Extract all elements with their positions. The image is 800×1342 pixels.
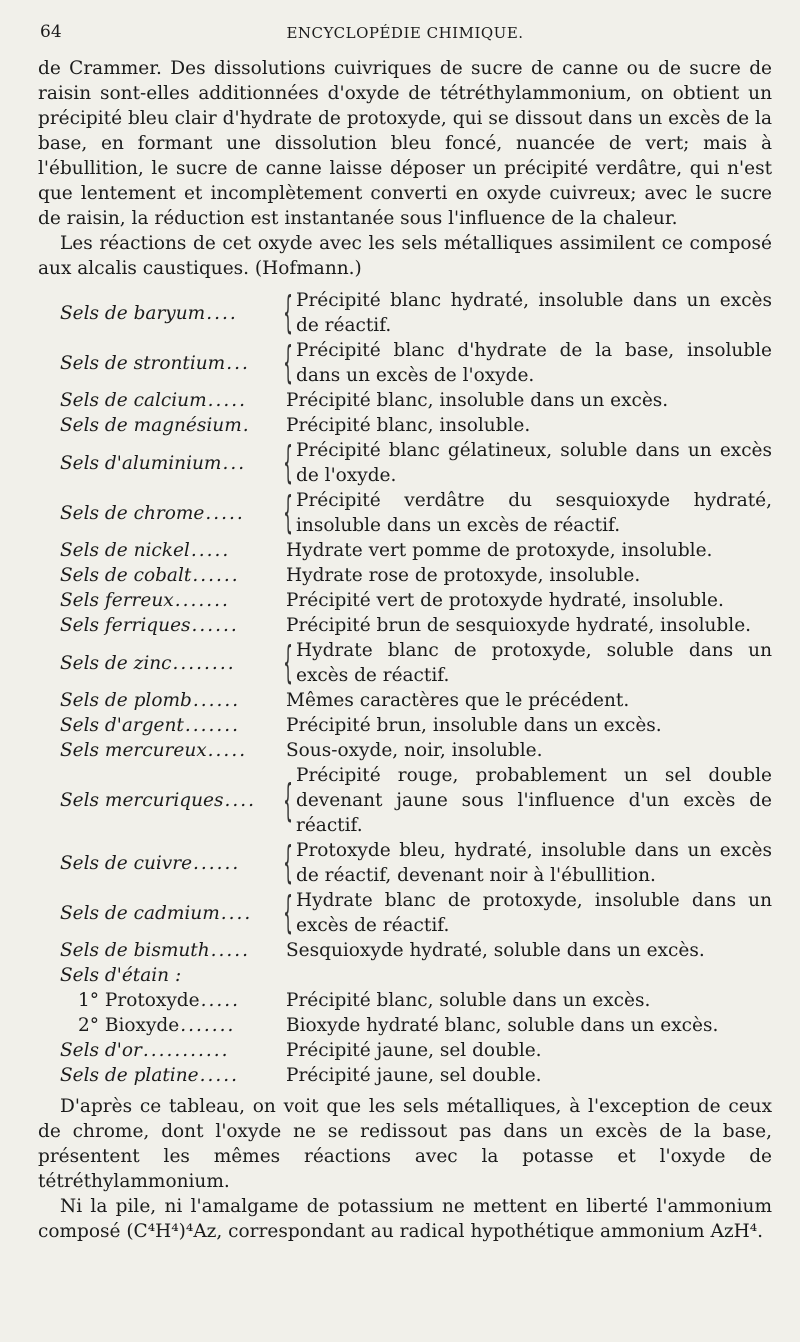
reagent-label — [38, 488, 280, 538]
reaction-result: Bioxyde hydraté blanc, soluble dans un excès. — [286, 1015, 719, 1036]
reaction-row — [38, 838, 772, 888]
reagent-label — [38, 413, 280, 438]
page-header — [40, 22, 770, 46]
reaction-row — [38, 588, 772, 613]
reagent-label — [38, 613, 280, 638]
reaction-row — [38, 888, 772, 938]
reagent-name: Sels d'argent — [60, 715, 184, 736]
reagent-name: Sels d'aluminium — [60, 452, 222, 474]
reaction-row — [38, 538, 772, 563]
leader-dots: ..... — [207, 390, 248, 411]
leader-dots: ...... — [192, 565, 240, 586]
reagent-name: Sels ferreux — [60, 590, 174, 611]
reagent-name: Sels de cuivre — [60, 852, 193, 874]
leader-dots: ........... — [142, 1040, 230, 1061]
reaction-result: Précipité verdâtre du sesquioxyde hydraté, insoluble dans un excès de réactif. — [296, 490, 772, 536]
leader-dots: ..... — [207, 740, 248, 761]
reagent-label — [38, 1063, 280, 1088]
reaction-result: Précipité brun, insoluble dans un excès. — [286, 715, 662, 736]
reagent-label — [38, 388, 280, 413]
reaction-row — [38, 963, 772, 988]
reaction-row — [38, 1063, 772, 1088]
reagent-name: 2° Bioxyde — [78, 1015, 180, 1036]
brace-icon: { — [283, 487, 293, 538]
brace-icon: { — [283, 637, 293, 688]
reagent-name: Sels de baryum — [60, 302, 206, 324]
paragraph: de Crammer. Des dissolutions cuivriques de sucre de canne ou de sucre de raisin sont-elles additionnées d'oxyde de tétréthylammonium, on obtient un précipité bleu clair d'hydrate de protoxyde, qui se dissout dans un excès de la base, en formant une dissolution bleu foncé, nuancée de vert; mais à l'ébullition, le sucre de canne laisse déposer un précipité verdâtre, qui n'est que lentement et incomplètement converti en oxyde cuivreux; avec le sucre de raisin, la réduction est instantanée sous l'influence de la chaleur. — [38, 58, 772, 229]
reagent-label — [38, 538, 280, 563]
reagent-label — [38, 838, 280, 888]
reagent-label — [38, 988, 280, 1013]
reaction-result: Précipité blanc gélatineux, soluble dans un excès de l'oxyde. — [296, 440, 772, 486]
reaction-result: Précipité blanc, insoluble. — [286, 415, 531, 436]
reagent-label — [38, 888, 280, 938]
reagent-name: Sels ferriques — [60, 615, 191, 636]
reaction-result: Sesquioxyde hydraté, soluble dans un excès. — [286, 940, 705, 961]
reaction-result: Sous-oxyde, noir, insoluble. — [286, 740, 543, 761]
reagent-name: Sels de magnésium — [60, 415, 242, 436]
reaction-row — [38, 1013, 772, 1038]
leader-dots: ...... — [191, 615, 239, 636]
reaction-result: Précipité blanc, soluble dans un excès. — [286, 990, 651, 1011]
reaction-row — [38, 738, 772, 763]
reagent-label — [38, 738, 280, 763]
reagent-label — [38, 938, 280, 963]
reaction-result: Précipité jaune, sel double. — [286, 1065, 542, 1086]
brace-icon: { — [283, 774, 293, 826]
reaction-result: Hydrate blanc de protoxyde, soluble dans un excès de réactif. — [296, 640, 772, 686]
leader-dots: ..... — [205, 502, 245, 524]
reagent-label — [38, 688, 280, 713]
reaction-result: Précipité rouge, probablement un sel double devenant jaune sous l'influence d'un excès de réactif. — [296, 765, 772, 836]
running-title: ENCYCLOPÉDIE CHIMIQUE. — [286, 24, 524, 42]
brace-icon: { — [283, 337, 293, 388]
reagent-label — [38, 438, 280, 488]
reagent-label — [38, 763, 280, 838]
leader-dots: ........ — [172, 652, 236, 674]
leader-dots: ... — [222, 452, 247, 474]
leader-dots: ..... — [200, 990, 240, 1011]
reaction-result: Précipité vert de protoxyde hydraté, insoluble. — [286, 590, 724, 611]
reaction-row — [38, 288, 772, 338]
leader-dots: .... — [220, 902, 253, 924]
reaction-row — [38, 713, 772, 738]
reagent-label — [38, 1013, 280, 1038]
reagent-name: Sels de platine — [60, 1065, 199, 1086]
leader-dots: . — [242, 415, 251, 436]
leader-dots: ...... — [193, 852, 241, 874]
leader-dots: ... — [226, 352, 250, 374]
reagent-label — [38, 338, 280, 388]
reaction-row — [38, 488, 772, 538]
page-number: 64 — [40, 22, 62, 42]
reaction-row — [38, 638, 772, 688]
reaction-result: Précipité brun de sesquioxyde hydraté, insoluble. — [286, 615, 752, 636]
leader-dots: ....... — [184, 715, 241, 736]
brace-icon: { — [283, 437, 293, 488]
reagent-name: Sels d'étain : — [60, 965, 182, 986]
reaction-row — [38, 613, 772, 638]
reaction-result: Précipité blanc hydraté, insoluble dans un excès de réactif. — [296, 290, 772, 336]
paragraph: D'après ce tableau, on voit que les sels métalliques, à l'exception de ceux de chrome, dont l'oxyde ne se redissout pas dans un excès de la base, présentent les mêmes réactions avec la potasse et l'oxyde de tétréthylammonium. — [38, 1096, 772, 1192]
reagent-label — [38, 288, 280, 338]
reaction-row — [38, 988, 772, 1013]
reaction-result: Hydrate rose de protoxyde, insoluble. — [286, 565, 641, 586]
reaction-row — [38, 688, 772, 713]
brace-icon: { — [283, 837, 293, 888]
paragraph: Les réactions de cet oxyde avec les sels métalliques assimilent ce composé aux alcalis caustiques. (Hofmann.) — [38, 233, 772, 279]
reaction-row — [38, 563, 772, 588]
reagent-name: Sels de calcium — [60, 390, 207, 411]
reagent-name: Sels de cobalt — [60, 565, 192, 586]
paragraph: Ni la pile, ni l'amalgame de potassium ne mettent en liberté l'ammonium composé (C⁴H⁴)⁴Az, correspondant au radical hypothétique ammonium AzH⁴. — [38, 1196, 772, 1242]
reagent-label — [38, 588, 280, 613]
leader-dots: ..... — [190, 540, 231, 561]
reagent-label — [38, 1038, 280, 1063]
brace-icon: { — [283, 887, 293, 938]
reaction-result: Protoxyde bleu, hydraté, insoluble dans un excès de réactif, devenant noir à l'ébullition. — [296, 840, 772, 886]
reaction-row — [38, 388, 772, 413]
reaction-result: Mêmes caractères que le précédent. — [286, 690, 630, 711]
reaction-result: Hydrate vert pomme de protoxyde, insoluble. — [286, 540, 713, 561]
leader-dots: ..... — [210, 940, 251, 961]
reagent-name: Sels de strontium — [60, 352, 226, 374]
reaction-row — [38, 338, 772, 388]
reagent-name: Sels de chrome — [60, 502, 205, 524]
reagent-label — [38, 563, 280, 588]
brace-icon: { — [283, 287, 293, 338]
leader-dots: ....... — [180, 1015, 236, 1036]
reaction-row — [38, 438, 772, 488]
leader-dots: .... — [224, 790, 257, 811]
reagent-label — [38, 963, 280, 988]
reagent-label — [38, 638, 280, 688]
page-body — [38, 56, 772, 1244]
leader-dots: ..... — [199, 1065, 239, 1086]
reaction-result — [286, 963, 772, 988]
reaction-row — [38, 763, 772, 838]
reaction-result: Précipité blanc d'hydrate de la base, insoluble dans un excès de l'oxyde. — [296, 340, 772, 386]
reagent-name: Sels de plomb — [60, 690, 192, 711]
reagent-name: Sels de nickel — [60, 540, 190, 561]
reaction-row — [38, 1038, 772, 1063]
closing-paragraphs — [38, 1094, 772, 1244]
reaction-result: Hydrate blanc de protoxyde, insoluble dans un excès de réactif. — [296, 890, 772, 936]
reactions-table — [38, 288, 772, 1088]
reagent-label — [38, 713, 280, 738]
leader-dots: ...... — [192, 690, 241, 711]
leader-dots: .... — [206, 302, 238, 324]
reaction-result: Précipité jaune, sel double. — [286, 1040, 542, 1061]
leader-dots: ....... — [174, 590, 230, 611]
reaction-result: Précipité blanc, insoluble dans un excès. — [286, 390, 669, 411]
reaction-row — [38, 413, 772, 438]
reagent-name: Sels de bismuth — [60, 940, 210, 961]
reagent-name: Sels d'or — [60, 1040, 142, 1061]
reagent-name: Sels de zinc — [60, 652, 172, 674]
reagent-name: Sels de cadmium — [60, 902, 220, 924]
reagent-name: Sels mercuriques — [60, 790, 224, 811]
reagent-name: Sels mercureux — [60, 740, 207, 761]
reagent-name: 1° Protoxyde — [78, 990, 200, 1011]
reaction-row — [38, 938, 772, 963]
